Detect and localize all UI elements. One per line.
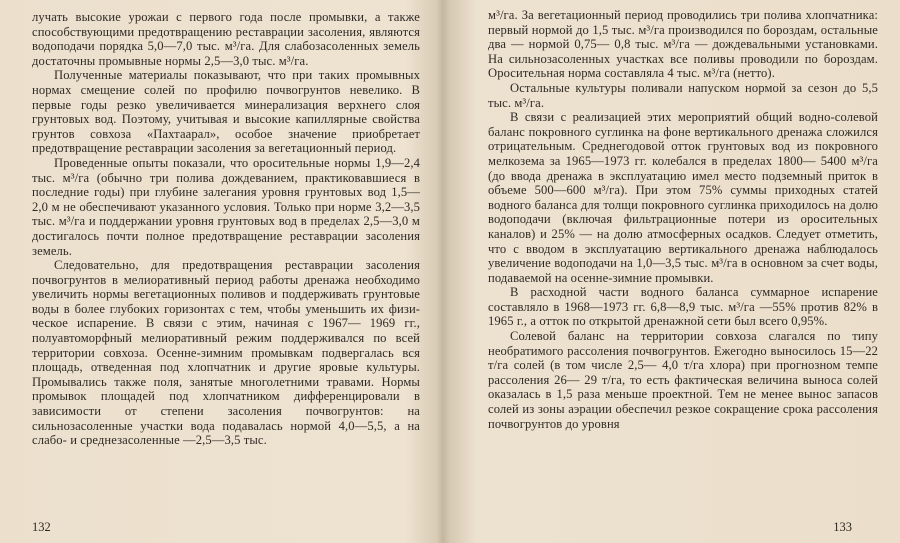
paragraph: В расходной части водного баланса суммарное испарение составляло в 1968—1973 гг. 6,8—8,9 тыс. м³/га —55% против 82% в 1965 г., а отток по открытой дренажной сети был всего 0,95%. [488,285,878,329]
paragraph: лучать высокие урожаи с первого года после промывки, а также способствующими предотвращению реставрации засоления, являются водоподачи порядка 5,0—7,0 тыс. м³/га. Для слабозасоленных земель достаточны промывные нормы 2,5—3,0 тыс. м³/га. [32,10,420,68]
right-page [450,0,900,543]
left-page [0,0,440,543]
paragraph: м³/га. За вегетационный период проводились три полива хлопчатника: первый нормой до 1,5 тыс. м³/га производился по бороздам, остальные два — нормой 0,75— 0,8 тыс. м³/га — дождевальными установками. На сильнозасоленных участках все поливы проводили по бороздам. Оросительная норма составляла 4 тыс. м³/га (нетто). [488,8,878,81]
paragraph: В связи с реализацией этих мероприятий общий водно-солевой баланс покровного суглинка на фоне вертикального дренажа сложился отрицательным. Среднегодовой отток грунтовых вод из покровного мелкозема за 1965—1973 гг. колебался в пределах 1800— 5400 м³/га (до ввода дренажа в эксплуатацию имел место подземный приток в объеме 500—600 м³/га). При этом 75% суммы приходных статей водного баланса для толщи покровного суглинка приходилось на долю водоподачи (включая фильтрационные потери из оросительных каналов) и 25% — на долю атмосферных осадков. Следует отметить, что с вводом в эксплуатацию вертикального дренажа наблюдалось увеличение водоподачи на 1,0—3,5 тыс. м³/га в основном за счет воды, подаваемой на осенне-зимние промывки. [488,110,878,285]
paragraph: Полученные материалы показывают, что при таких промывных нормах смещение солей по профилю почвогрунтов невелико. В первые годы резко увеличивается минерализация верхнего слоя грунтовых вод. Поэтому, учитывая и высокие капиллярные свойства грунтов совхоза «Пахтаарал», особое значение приобретает предотвращение реставрации засоления за вегетационный период. [32,68,420,156]
page-number: 132 [32,520,51,534]
paragraph: Следовательно, для предотвращения реставрации засоления почвогрунтов в мелиоративный период работы дренажа необходимо увеличить нормы вегетационных поливов и поддерживать грунтовые воды в более глубоких горизонтах с тем, чтобы уменьшить их физическое испарение. В связи с этим, начиная с 1967— 1969 гг., полуавтоморфный мелиоративный режим поддерживался по всей территории совхоза. Осенне-зимним промывкам подвергалась вся площадь, отведенная под хлопчатник и другие яровые культуры. Промывались также поля, занятые многолетними травами. Нормы промывок площадей под хлопчатником дифференцировали в зависимости от степени засоления почвогрунтов: на сильнозасоленные участки вода подавалась нормой 4,0—5,5, а на слабо- и среднезасоленные —2,5—3,5 тыс. [32,258,420,448]
left-page-text [32,10,420,448]
paragraph: Солевой баланс на территории совхоза слагался по типу необратимого рассоления почвогрунтов. Ежегодно выносилось 15—22 т/га солей (в том числе 2,5— 4,0 т/га хлора) при прогнозном темпе рассоления 26— 29 т/га, то есть фактическая величина выноса солей оказалась в 1,5 раза меньше проектной. Тем не менее вынос запасов солей из зоны аэрации обеспечил резкое сокращение срока рассоления почвогрунтов до уровня [488,329,878,431]
paragraph: Остальные культуры поливали напуском нормой за сезон до 5,5 тыс. м³/га. [488,80,878,110]
page-number: 133 [833,520,852,534]
paragraph: Проведенные опыты показали, что оросительные нормы 1,9—2,4 тыс. м³/га (обычно три полива дождеванием, практиковавшиеся в последние годы) при глубине залегания уровня грунтовых вод 1,5—2,0 м не обеспечивают указанного условия. Только при норме 3,2—3,5 тыс. м³/га и поддержании уровня грунтовых вод в пределах 2,5—3,0 м достигалось почти полное предотвращение реставрации засоления земель. [32,155,420,258]
right-page-text [488,8,878,431]
